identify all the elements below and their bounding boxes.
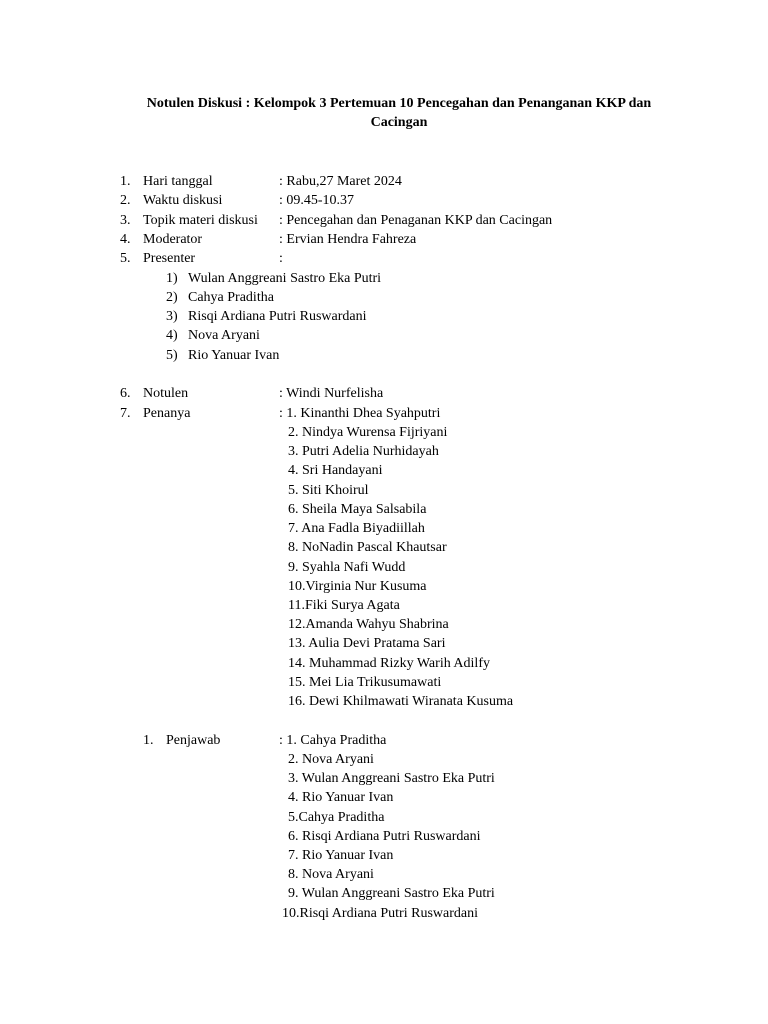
penanya-item: 8. NoNadin Pascal Khautsar [288,540,447,555]
info-label: Hari tanggal [143,174,213,189]
penanya-item: : 1. Kinanthi Dhea Syahputri [279,406,441,421]
info-number: 2. [120,193,131,208]
penanya-item: 3. Putri Adelia Nurhidayah [288,444,439,459]
penanya-item: 12.Amanda Wahyu Shabrina [288,617,449,632]
info-label: Waktu diskusi [143,193,223,208]
presenter-name: Rio Yanuar Ivan [188,348,280,363]
info-number: 1. [143,733,154,748]
penanya-item: 6. Sheila Maya Salsabila [288,502,427,517]
presenter-number: 3) [166,309,178,324]
penjawab-item: 6. Risqi Ardiana Putri Ruswardani [288,829,481,844]
penanya-item: 13. Aulia Devi Pratama Sari [288,636,446,651]
info-number: 4. [120,232,131,247]
info-label: Penjawab [166,733,221,748]
info-number: 6. [120,386,131,401]
penanya-item: 5. Siti Khoirul [288,483,369,498]
info-number: 1. [120,174,131,189]
info-value: : [279,251,283,266]
info-value: : Ervian Hendra Fahreza [279,232,417,247]
penanya-item: 16. Dewi Khilmawati Wiranata Kusuma [288,694,514,709]
penjawab-item: 5.Cahya Praditha [288,810,385,825]
penjawab-item: 2. Nova Aryani [288,752,374,767]
penjawab-item: 8. Nova Aryani [288,867,374,882]
penjawab-item: 7. Rio Yanuar Ivan [288,848,394,863]
penjawab-item: 9. Wulan Anggreani Sastro Eka Putri [288,886,495,901]
penanya-item: 11.Fiki Surya Agata [288,598,400,613]
penanya-item: 7. Ana Fadla Biyadiillah [288,521,425,536]
info-number: 7. [120,406,131,421]
presenter-number: 5) [166,348,178,363]
penanya-item: 4. Sri Handayani [288,463,383,478]
info-label: Moderator [143,232,203,247]
presenter-number: 1) [166,271,178,286]
info-value: : 09.45-10.37 [279,193,355,208]
info-number: 5. [120,251,131,266]
penjawab-item: : 1. Cahya Praditha [279,733,387,748]
penanya-item: 14. Muhammad Rizky Warih Adilfy [288,656,490,671]
presenter-name: Wulan Anggreani Sastro Eka Putri [188,271,382,286]
penanya-item: 10.Virginia Nur Kusuma [288,579,427,594]
penanya-item: 15. Mei Lia Trikusumawati [288,675,442,690]
penjawab-item: 10.Risqi Ardiana Putri Ruswardani [282,906,478,921]
info-value: : Pencegahan dan Penaganan KKP dan Cacingan [279,213,553,228]
presenter-number: 4) [166,328,178,343]
info-value: : Rabu,27 Maret 2024 [279,174,402,189]
info-number: 3. [120,213,131,228]
presenter-number: 2) [166,290,178,305]
presenter-name: Cahya Praditha [188,290,274,305]
document-title-line-2: Cacingan [370,115,428,130]
penanya-item: 9. Syahla Nafi Wudd [288,560,406,575]
info-label: Topik materi diskusi [143,213,258,228]
penjawab-item: 4. Rio Yanuar Ivan [288,790,394,805]
presenter-name: Risqi Ardiana Putri Ruswardani [188,309,367,324]
info-label: Notulen [143,386,189,401]
info-label: Penanya [143,406,191,421]
penjawab-item: 3. Wulan Anggreani Sastro Eka Putri [288,771,495,786]
document-title-line-1: Notulen Diskusi : Kelompok 3 Pertemuan 10 Pencegahan dan Penanganan KKP dan [146,96,652,111]
penanya-item: 2. Nindya Wurensa Fijriyani [288,425,448,440]
info-value: : Windi Nurfelisha [279,386,384,401]
presenter-name: Nova Aryani [188,328,260,343]
info-label: Presenter [143,251,196,266]
